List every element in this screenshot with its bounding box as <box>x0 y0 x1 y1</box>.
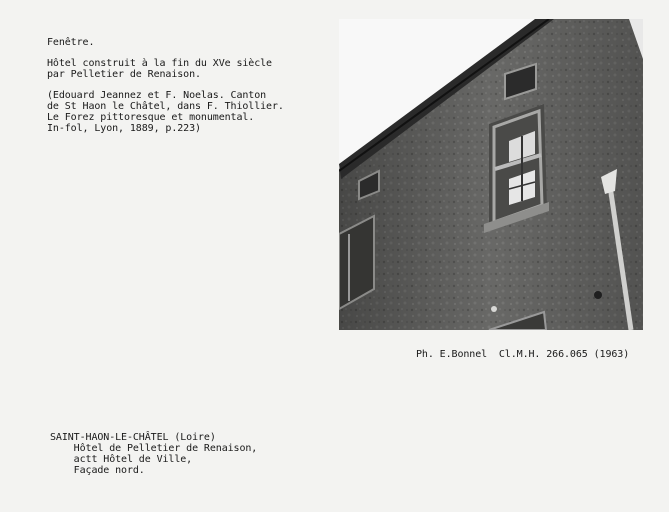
reference-line: In-fol, Lyon, 1889, p.223) <box>47 123 201 134</box>
location-line: actt Hôtel de Ville, <box>50 454 193 465</box>
reference-line: (Edouard Jeannez et F. Noelas. Canton <box>47 90 267 101</box>
caption-description <box>47 58 272 80</box>
location-line: Hôtel de Pelletier de Renaison, <box>50 443 258 454</box>
location-line: Façade nord. <box>50 465 145 476</box>
bibliographic-reference <box>47 90 284 134</box>
location-caption <box>50 432 257 476</box>
photo-credit: Ph. E.Bonnel Cl.M.H. 266.065 (1963) <box>416 349 630 360</box>
location-line: SAINT-HAON-LE-CHÂTEL (Loire) <box>50 432 216 443</box>
reference-line: de St Haon le Châtel, dans F. Thiollier. <box>47 101 284 112</box>
facade-photograph <box>339 19 643 330</box>
caption-title: Fenêtre. <box>47 37 95 48</box>
description-line: Hôtel construit à la fin du XVe siècle <box>47 58 272 69</box>
reference-line: Le Forez pittoresque et monumental. <box>47 112 255 123</box>
description-line: par Pelletier de Renaison. <box>47 69 201 80</box>
